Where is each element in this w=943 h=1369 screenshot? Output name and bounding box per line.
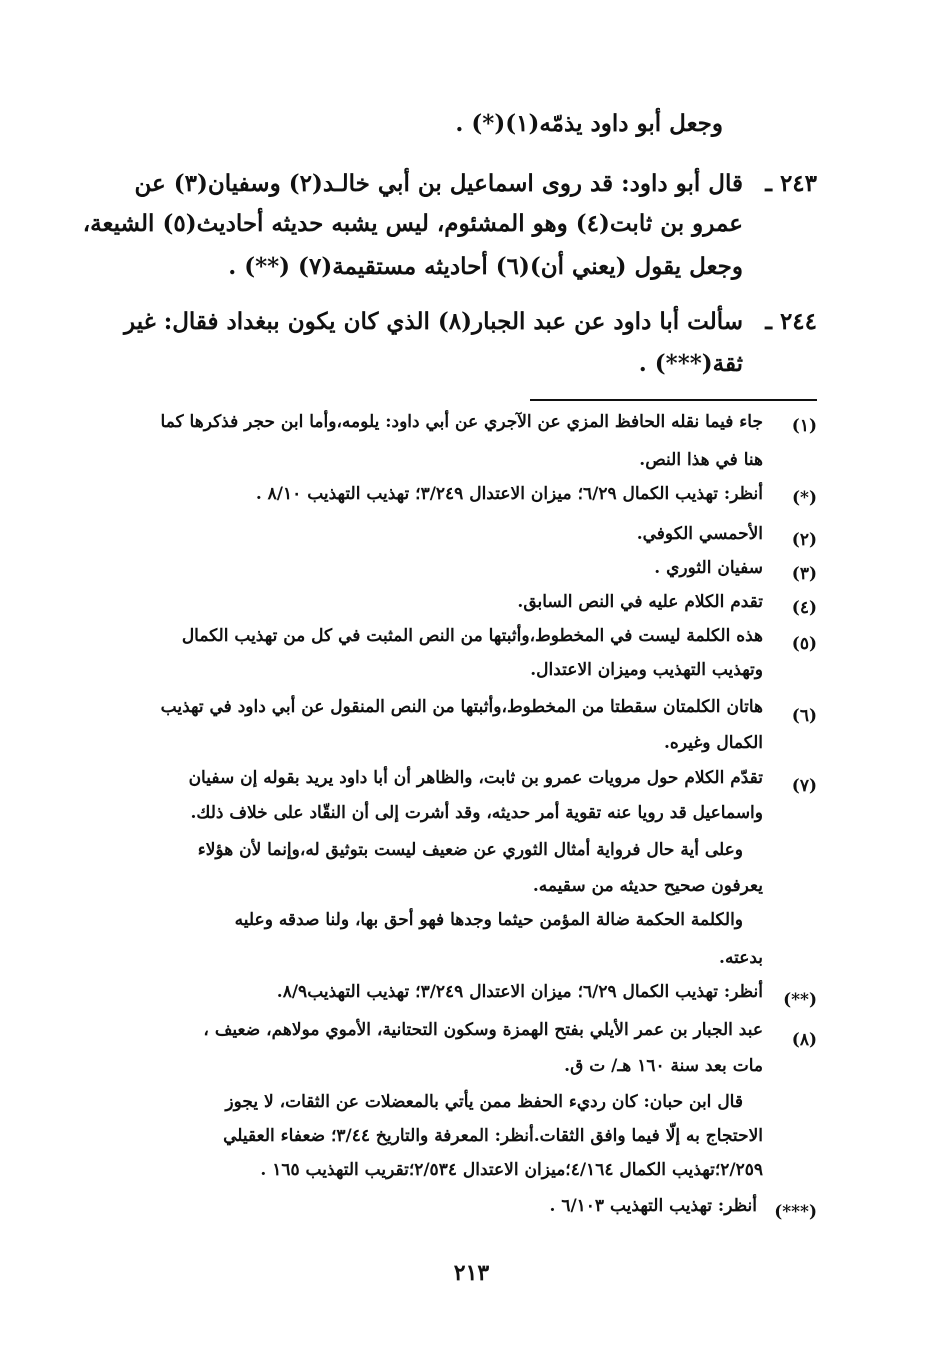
footnote-line: أنظر: تهذيب التهذيب ٦/١٠٣ . xyxy=(549,1196,757,1216)
entry-line: وجعل يقول (يعني أن)(٦) أحاديثه مستقيمة(٧) (**) . xyxy=(228,253,743,280)
footnote-line: وعلى أية حال فرواية أمثال الثوري عن ضعيف ليست بتوثيق له،وإنما لأن هؤلاء xyxy=(197,840,743,860)
footnote-marker: (٢) xyxy=(791,530,817,550)
entry-number: ٢٤٣ ـ xyxy=(765,170,817,197)
footnote-marker: (٣) xyxy=(791,564,817,584)
footnote-line: تقدّم الكلام حول مرويات عمرو بن ثابت، والظاهر أن أبا داود يريد بقوله إن سفيان xyxy=(188,768,763,788)
footnote-line: هاتان الكلمتان سقطتا من المخطوط،وأثبتها من النص المنقول عن أبي داود في تهذيب xyxy=(160,697,763,717)
footnote-marker: (٥) xyxy=(791,634,817,654)
footnote-line: ٢/٢٥٩؛تهذيب الكمال ٤/١٦٤؛ميزان الاعتدال ٢/٥٣٤؛تقريب التهذيب ١٦٥ . xyxy=(260,1160,763,1180)
footnote-line: سفيان الثوري . xyxy=(654,558,763,578)
entry-line: عمرو بن ثابت(٤) وهو المشئوم، ليس يشبه حديثه أحاديث(٥) الشيعة، xyxy=(82,210,743,237)
entry-line: قال أبو داود: قد روى اسماعيل بن أبي خالـد(٢) وسفيان(٣) عن xyxy=(134,170,743,197)
footnote-line: والكلمة الحكمة ضالة المؤمن حيثما وجدها فهو أحق بها، ولنا صدقه وعليه xyxy=(234,910,743,930)
footnote-line: الكمال وغيره. xyxy=(663,733,763,753)
footnote-line: وتهذيب التهذيب وميزان الاعتدال. xyxy=(530,660,763,680)
footnote-line: أنظر: تهذيب الكمال ٦/٢٩؛ ميزان الاعتدال ٣/٢٤٩؛ تهذيب التهذيب٨/٩. xyxy=(276,982,763,1002)
entry-line: ثقة(***) . xyxy=(638,350,743,377)
footnote-line: بدعته. xyxy=(719,948,763,968)
footnote-separator xyxy=(530,399,817,401)
footnote-marker: (*) xyxy=(792,488,817,508)
footnote-line: الأحمسي الكوفي. xyxy=(636,524,763,544)
entry-number: ٢٤٤ ـ xyxy=(765,308,817,335)
footnote-marker: (٦) xyxy=(791,706,817,726)
entry-line: سألت أبا داود عن عبد الجبار(٨) الذي كان يكون ببغداد فقال: غير xyxy=(124,308,743,335)
intro-line: وجعل أبو داود يذمّه(١)(*) . xyxy=(455,110,723,137)
footnote-line: قال ابن حبان: كان رديء الحفظ ممن يأتي بالمعضلات عن الثقات، لا يجوز xyxy=(225,1092,743,1112)
footnote-marker: (***) xyxy=(774,1202,817,1222)
footnote-line: هنا في هذا النص. xyxy=(639,450,763,470)
footnote-marker: (١) xyxy=(791,416,817,436)
footnote-line: عبد الجبار بن عمر الأيلي بفتح الهمزة وسكون التحتانية، الأموي مولاهم، ضعيف ، xyxy=(203,1020,763,1040)
footnote-line: هذه الكلمة ليست في المخطوط،وأثبتها من النص المثبت في كل من تهذيب الكمال xyxy=(181,626,763,646)
footnote-marker: (٤) xyxy=(791,598,817,618)
footnote-line: يعرفون صحيح حديثه من سقيمه. xyxy=(532,876,763,896)
footnote-line: تقدم الكلام عليه في النص السابق. xyxy=(517,592,763,612)
footnote-line: واسماعيل قد رويا عنه تقوية أمر حديثه، وقد أشرت إلى أن النقّاد على خلاف ذلك. xyxy=(190,803,763,823)
footnote-line: جاء فيما نقله الحافظ المزي عن الآجري عن أبي داود: يلومه،وأما ابن حجر فذكرها كما xyxy=(160,412,763,432)
footnote-line: أنظر: تهذيب الكمال ٦/٢٩؛ ميزان الاعتدال ٣/٢٤٩؛ تهذيب التهذيب ٨/١٠ . xyxy=(255,484,763,504)
footnote-marker: (٧) xyxy=(791,776,817,796)
footnote-marker: (٨) xyxy=(791,1030,817,1050)
footnote-marker: (**) xyxy=(783,990,817,1010)
footnote-line: الاحتجاج به إلّا فيما وافق الثقات.أنظر: المعرفة والتاريخ ٣/٤٤؛ ضعفاء العقيلي xyxy=(223,1126,763,1146)
footnote-line: مات بعد سنة ١٦٠ هـ/ ت ق. xyxy=(564,1056,763,1076)
page-number: ٢١٣ xyxy=(453,1260,490,1286)
